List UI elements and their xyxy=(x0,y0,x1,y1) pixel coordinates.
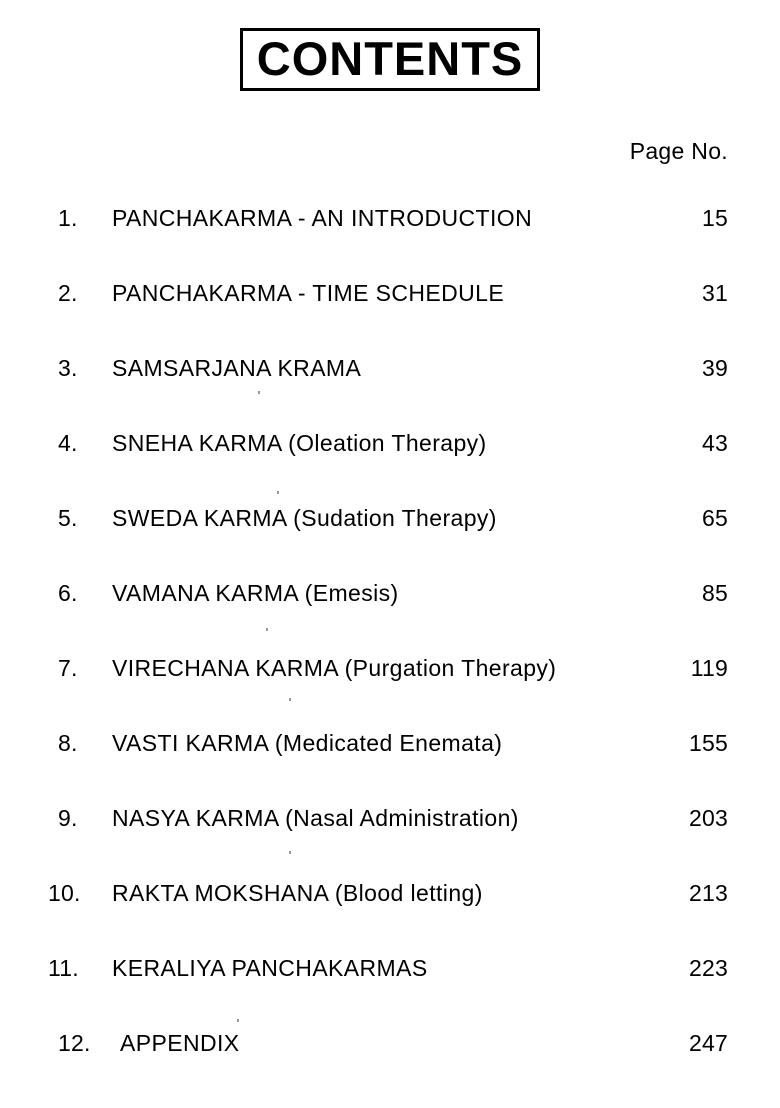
toc-entry[interactable] xyxy=(0,880,780,955)
scan-speck xyxy=(289,698,291,701)
toc-entry-number: 9. xyxy=(58,805,78,831)
toc-entry-page: 247 xyxy=(689,1030,728,1056)
toc-entry-number: 4. xyxy=(58,430,78,456)
toc-entry-number: 12. xyxy=(58,1030,91,1056)
toc-entry-number: 5. xyxy=(58,505,78,531)
toc-entry-page: 155 xyxy=(689,730,728,756)
toc-entry-number: 6. xyxy=(58,580,78,606)
scan-speck xyxy=(258,391,260,394)
toc-entry-title: PANCHAKARMA - TIME SCHEDULE xyxy=(112,280,505,306)
toc-entry-number: 3. xyxy=(58,355,78,381)
toc-entry-page: 39 xyxy=(702,355,728,381)
toc-entry-title: RAKTA MOKSHANA (Blood letting) xyxy=(112,880,483,906)
toc-entry-number: 8. xyxy=(58,730,78,756)
toc-entry[interactable] xyxy=(0,580,780,655)
table-of-contents xyxy=(0,205,780,1090)
toc-entry-title: SNEHA KARMA (Oleation Therapy) xyxy=(112,430,487,456)
toc-entry-title: VASTI KARMA (Medicated Enemata) xyxy=(112,730,503,756)
toc-entry-title: VAMANA KARMA (Emesis) xyxy=(112,580,399,606)
toc-entry-title: APPENDIX xyxy=(120,1030,240,1056)
toc-entry-page: 15 xyxy=(702,205,728,231)
toc-entry-page: 119 xyxy=(690,655,728,681)
page-title-container xyxy=(0,28,780,91)
toc-entry-page: 31 xyxy=(702,280,728,306)
scan-speck xyxy=(237,1019,239,1022)
toc-entry[interactable] xyxy=(0,205,780,280)
toc-entry-number: 1. xyxy=(58,205,78,231)
toc-entry-title: PANCHAKARMA - AN INTRODUCTION xyxy=(112,205,533,231)
toc-entry-title: NASYA KARMA (Nasal Administration) xyxy=(112,805,519,831)
toc-entry[interactable] xyxy=(0,280,780,355)
toc-entry[interactable] xyxy=(0,655,780,730)
toc-entry-title: VIRECHANA KARMA (Purgation Therapy) xyxy=(112,655,557,681)
page-title: CONTENTS xyxy=(256,32,524,85)
toc-entry-number: 7. xyxy=(58,655,78,681)
toc-entry-page: 213 xyxy=(689,880,728,906)
toc-entry-page: 43 xyxy=(702,430,728,456)
toc-entry-page: 223 xyxy=(689,955,728,981)
page-title-box xyxy=(240,28,541,91)
toc-entry[interactable] xyxy=(0,430,780,505)
toc-entry-title: SAMSARJANA KRAMA xyxy=(112,355,362,381)
toc-entry[interactable] xyxy=(0,505,780,580)
toc-entry-page: 203 xyxy=(689,805,728,831)
toc-entry[interactable] xyxy=(0,1030,780,1090)
toc-entry[interactable] xyxy=(0,730,780,805)
toc-entry[interactable] xyxy=(0,355,780,430)
toc-entry-number: 11. xyxy=(48,955,79,981)
scan-speck xyxy=(266,628,268,631)
toc-entry-page: 65 xyxy=(702,505,728,531)
toc-entry-title: SWEDA KARMA (Sudation Therapy) xyxy=(112,505,497,531)
toc-entry[interactable] xyxy=(0,805,780,880)
toc-entry[interactable] xyxy=(0,955,780,1030)
page-number-column-header: Page No. xyxy=(629,138,728,164)
scan-speck xyxy=(289,851,291,854)
toc-entry-title: KERALIYA PANCHAKARMAS xyxy=(112,955,428,981)
toc-entry-page: 85 xyxy=(702,580,728,606)
toc-entry-number: 2. xyxy=(58,280,78,306)
scan-speck xyxy=(277,491,279,494)
toc-entry-number: 10. xyxy=(48,880,81,906)
